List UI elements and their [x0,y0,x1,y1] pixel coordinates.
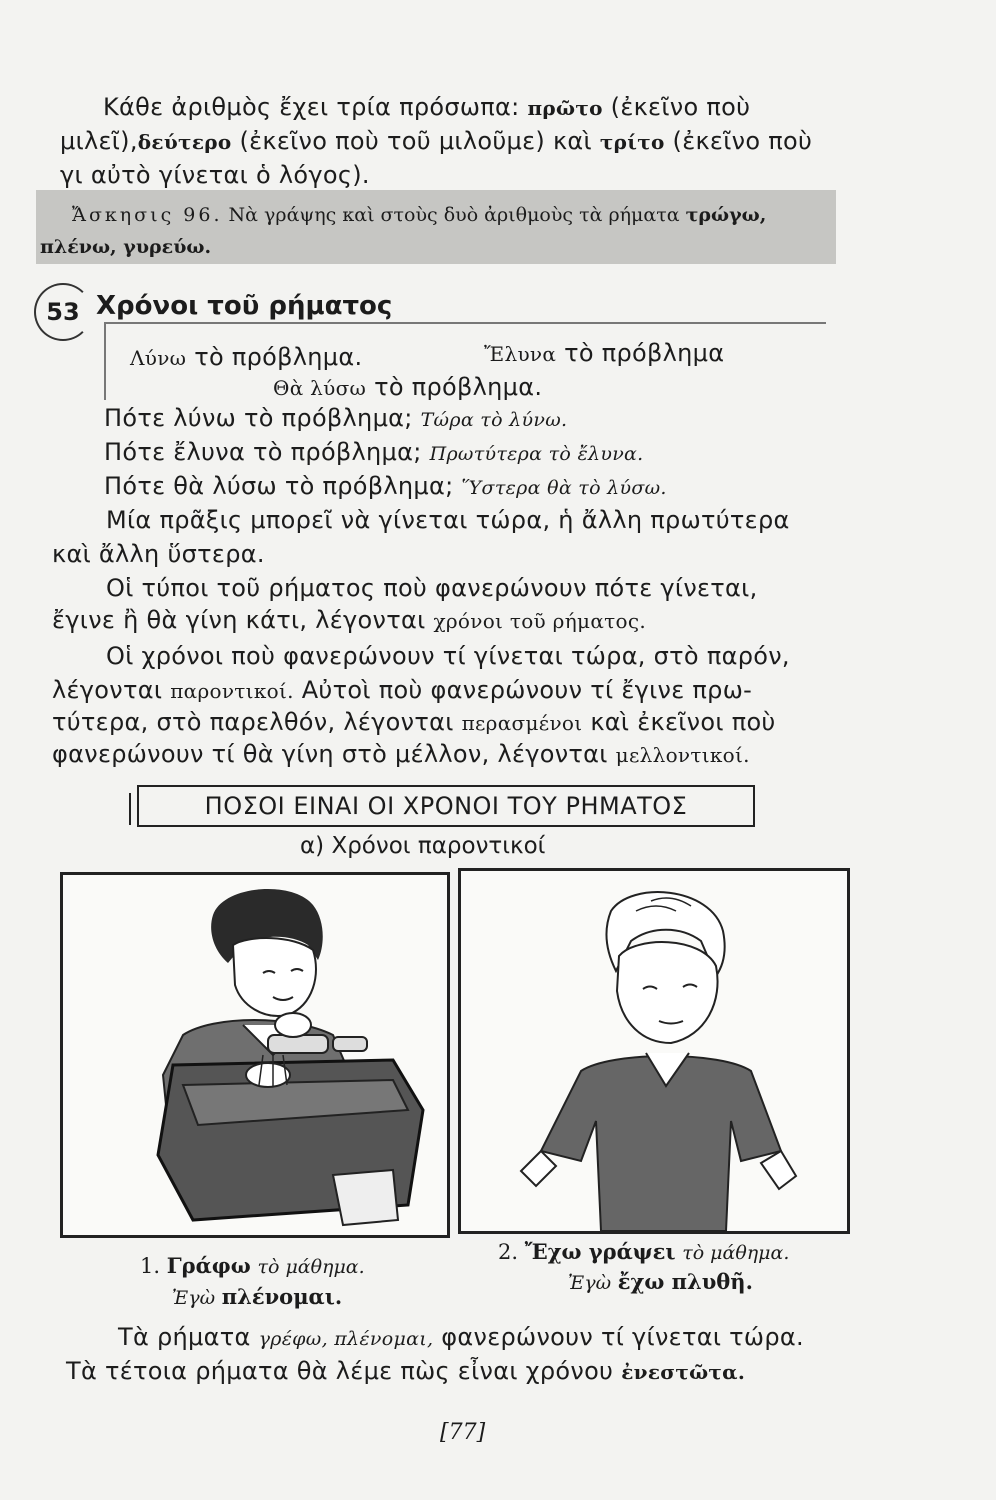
section-title: Χρόνοι τοῦ ρήματος [96,291,393,321]
intro-line-3: γι αὐτὸ γίνεται ὁ λόγος). [60,161,370,189]
caption-verb: πλένομαι. [221,1284,343,1309]
exercise-line-2: πλένω, γυρεύω. [40,236,212,258]
term-present: παροντικοί. [170,679,294,703]
example-present [130,342,362,373]
body-text: τύτερα, στὸ παρελθόν, λέγονται [52,708,454,736]
answer-text: Ὕστερα θὰ τὸ λύσω. [461,477,667,499]
closing-text: φανερώνουν τί γίνεται τώρα. [441,1323,804,1351]
exercise-line-1 [72,200,766,230]
body-text: φανερώνουν τί θὰ γίνη στὸ μέλλον, λέγονται [52,740,608,768]
exercise-text: Νὰ γράψης καὶ στοὺς δυὸ ἀριθμοὺς τὰ ρήματα [228,204,680,226]
caption-pronoun: Ἐγὼ [172,1287,216,1309]
illustration-boy-washing [60,872,450,1238]
question-text: Πότε θὰ λύσω τὸ πρόβλημα; [104,472,454,500]
caption-verb: Γράφω [166,1253,251,1278]
question-text: Πότε λύνω τὸ πρόβλημα; [104,404,413,432]
closing-text: Τὰ ρήματα [118,1323,251,1351]
tenses-heading-box: ΠΟΣΟΙ ΕΙΝΑΙ ΟΙ ΧΡΟΝΟΙ ΤΟΥ ΡΗΜΑΤΟΣ [137,785,755,827]
intro-line-2 [60,126,812,157]
caption-number: 1. [140,1254,161,1278]
example-verb: Θὰ λύσω [273,376,367,400]
intro-text: (ἐκεῖνο ποὺ τοῦ μιλοῦμε) καὶ [239,127,592,155]
caption-pronoun: Ἐγὼ [568,1272,612,1294]
body-p1-l1: Μία πρᾶξις μπορεῖ νὰ γίνεται τώρα, ἡ ἄλλη πρωτύτερα [106,506,790,534]
term-third-person: τρίτο [599,130,665,154]
caption-object: τὸ μάθημα. [257,1256,365,1278]
caption-verb: Ἔχω γράψει [524,1239,676,1264]
example-text: τὸ πρόβλημα. [374,373,543,401]
question-3 [104,471,667,503]
caption-1-line-1 [140,1252,365,1281]
caption-number: 2. [498,1240,519,1264]
body-p3-l1: Οἱ χρόνοι ποὺ φανερώνουν τί γίνεται τώρα, στὸ παρόν, [106,642,790,670]
closing-examples: γρέφω, πλένομαι, [258,1328,434,1350]
section-number-badge: 53 [34,283,92,341]
example-text: τὸ πρόβλημα [564,339,725,367]
page-number: [77] [440,1420,486,1445]
term-second-person: δεύτερο [137,130,232,154]
exercise-verbs: τρώγω, [685,204,767,226]
body-p3-l4 [52,739,750,770]
example-past [484,338,724,369]
caption-1-line-2 [172,1283,342,1312]
example-verb: Ἔλυνα [484,342,557,366]
body-p2-l1: Οἱ τύποι τοῦ ρήματος ποὺ φανερώνουν πότε γίνεται, [106,574,758,602]
caption-verb: ἔχω πλυθῆ. [617,1269,753,1294]
intro-text: μιλεῖ), [60,127,138,155]
example-future [273,372,542,403]
body-text: λέγονται [52,676,163,704]
body-p3-l2 [52,675,752,706]
exercise-label: Ἄσκησις 96. [72,204,223,226]
answer-text: Τώρα τὸ λύνω. [420,409,568,431]
example-verb: Λύνω [130,346,187,370]
term-enestotas: ἐνεστῶτα. [621,1360,746,1384]
intro-line-1 [103,92,750,123]
intro-text: (ἐκεῖνο ποὺ [672,127,813,155]
body-p3-l3 [52,707,776,738]
caption-object: τὸ μάθημα. [682,1242,790,1264]
body-p1-l2: καὶ ἄλλη ὕστερα. [52,540,265,568]
term-future: μελλοντικοί. [615,743,750,767]
caption-2-line-2 [568,1268,753,1297]
closing-line-1 [118,1322,804,1354]
question-1 [104,403,567,435]
body-text: ἔγινε ἢ θὰ γίνη κάτι, λέγονται [52,606,426,634]
intro-text: Κάθε ἀριθμὸς ἔχει τρία πρόσωπα: [103,93,520,121]
face-shape [233,938,316,1016]
body-text: καὶ ἐκεῖνοι ποὺ [590,708,776,736]
question-2 [104,437,644,469]
boy-washing-drawing [63,875,447,1235]
term-first-person: πρῶτο [527,96,603,120]
caption-2-line-1 [498,1238,789,1267]
term-verb-tenses: χρόνοι τοῦ ρήματος. [433,609,646,633]
subheading-present-tenses: α) Χρόνοι παροντικοί [300,833,546,859]
term-past: περασμένοι [461,711,583,735]
closing-text: Τὰ τέτοια ρήματα θὰ λέμε πὼς εἶναι χρόνου [66,1357,614,1385]
question-text: Πότε ἔλυνα τὸ πρόβλημα; [104,438,422,466]
body-text: Αὐτοὶ ποὺ φανερώνουν τί ἔγινε πρω- [301,676,753,704]
boy-washed-drawing [461,871,847,1231]
answer-text: Πρωτύτερα τὸ ἔλυνα. [429,443,644,465]
example-text: τὸ πρόβλημα. [194,343,363,371]
shirt-shape [541,1056,781,1231]
face-shape [617,942,718,1043]
closing-line-2 [66,1356,745,1387]
body-p2-l2 [52,605,646,636]
intro-text: (ἐκεῖνο ποὺ [610,93,751,121]
illustration-boy-washed [458,868,850,1234]
